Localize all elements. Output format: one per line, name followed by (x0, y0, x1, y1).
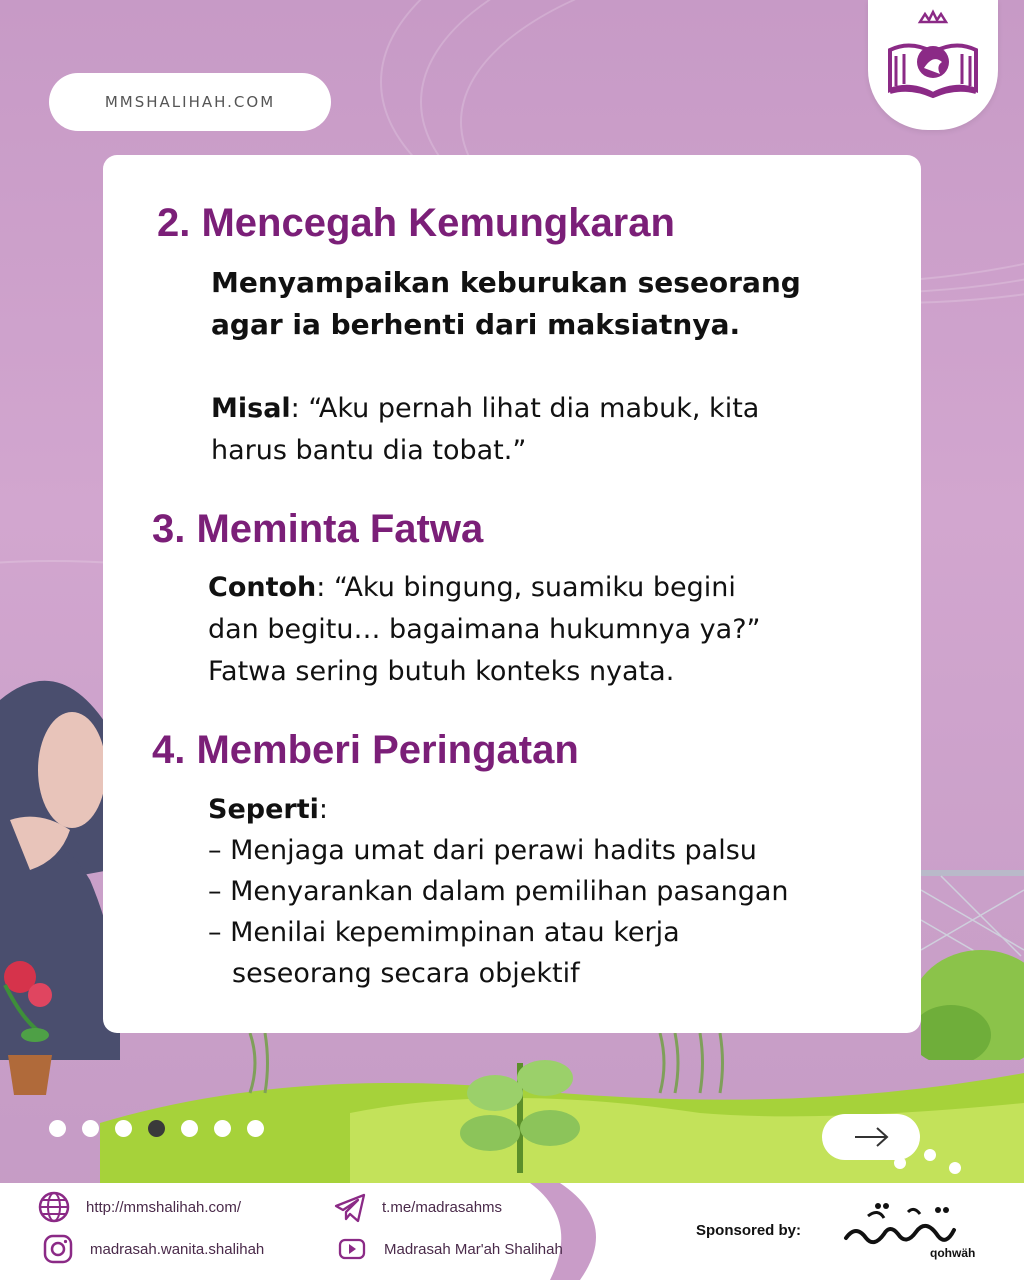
next-button[interactable] (822, 1114, 920, 1160)
footer-telegram[interactable] (332, 1189, 502, 1225)
footer-youtube[interactable] (334, 1231, 563, 1267)
section-text: Menyampaikan keburukan seseorang (211, 266, 801, 299)
section-heading: 3. Meminta Fatwa (152, 507, 484, 551)
footer-telegram-label: t.me/madrasahms (382, 1198, 503, 1216)
site-label-pill[interactable] (49, 73, 331, 131)
pagination-dot[interactable] (181, 1120, 198, 1137)
section-text: dan begitu… bagaimana hukumnya ya?” (208, 614, 761, 645)
garden-fence-illustration (921, 860, 1024, 1060)
footer-youtube-label: Madrasah Mar'ah Shalihah (384, 1240, 563, 1258)
sponsor-name: qohwäh (930, 1246, 976, 1260)
madrasah-logo (868, 0, 998, 130)
sponsor-label: Sponsored by: (696, 1222, 802, 1239)
list-item: – Menjaga umat dari perawi hadits palsu (208, 835, 757, 866)
section-heading: 2. Mencegah Kemungkaran (157, 201, 675, 245)
section-text: harus bantu dia tobat.” (211, 435, 527, 466)
youtube-icon (334, 1231, 370, 1267)
section-example (208, 567, 736, 609)
pagination-dot-active[interactable] (148, 1120, 165, 1137)
section-example (211, 388, 759, 430)
example-text: : “Aku bingung, suamiku begini (316, 572, 736, 603)
globe-icon (36, 1189, 72, 1225)
pagination-dot[interactable] (214, 1120, 231, 1137)
pagination-dot[interactable] (247, 1120, 264, 1137)
arrow-right-icon (851, 1125, 891, 1149)
section-text: agar ia berhenti dari maksiatnya. (211, 308, 741, 341)
pagination-dots (49, 1120, 264, 1137)
pagination-dot[interactable] (115, 1120, 132, 1137)
list-item: seseorang secara objektif (232, 958, 580, 989)
footer-website-label: http://mmshalihah.com/ (86, 1198, 242, 1216)
example-label: Misal (211, 393, 291, 424)
section-example (208, 789, 328, 831)
rose-pot-illustration (0, 955, 60, 1105)
book-crown-icon (868, 0, 998, 130)
footer-instagram-label: madrasah.wanita.shalihah (90, 1240, 265, 1258)
example-label: Contoh (208, 572, 317, 603)
pagination-dot[interactable] (49, 1120, 66, 1137)
pagination-dot[interactable] (82, 1120, 99, 1137)
site-label: MMSHALIHAH.COM (104, 93, 276, 111)
telegram-icon (332, 1189, 368, 1225)
grass-illustration (100, 1033, 1024, 1183)
section-heading: 4. Memberi Peringatan (152, 728, 579, 772)
footer-instagram[interactable] (40, 1231, 264, 1267)
example-text: : (318, 794, 328, 825)
content-card (103, 155, 921, 1033)
section-text: Fatwa sering butuh konteks nyata. (208, 656, 675, 687)
example-label: Seperti (208, 794, 319, 825)
footer-website[interactable] (36, 1189, 241, 1225)
list-item: – Menilai kepemimpinan atau kerja (208, 917, 680, 948)
example-text: : “Aku pernah lihat dia mabuk, kita (290, 393, 760, 424)
list-item: – Menyarankan dalam pemilihan pasangan (208, 876, 789, 907)
instagram-icon (40, 1231, 76, 1267)
